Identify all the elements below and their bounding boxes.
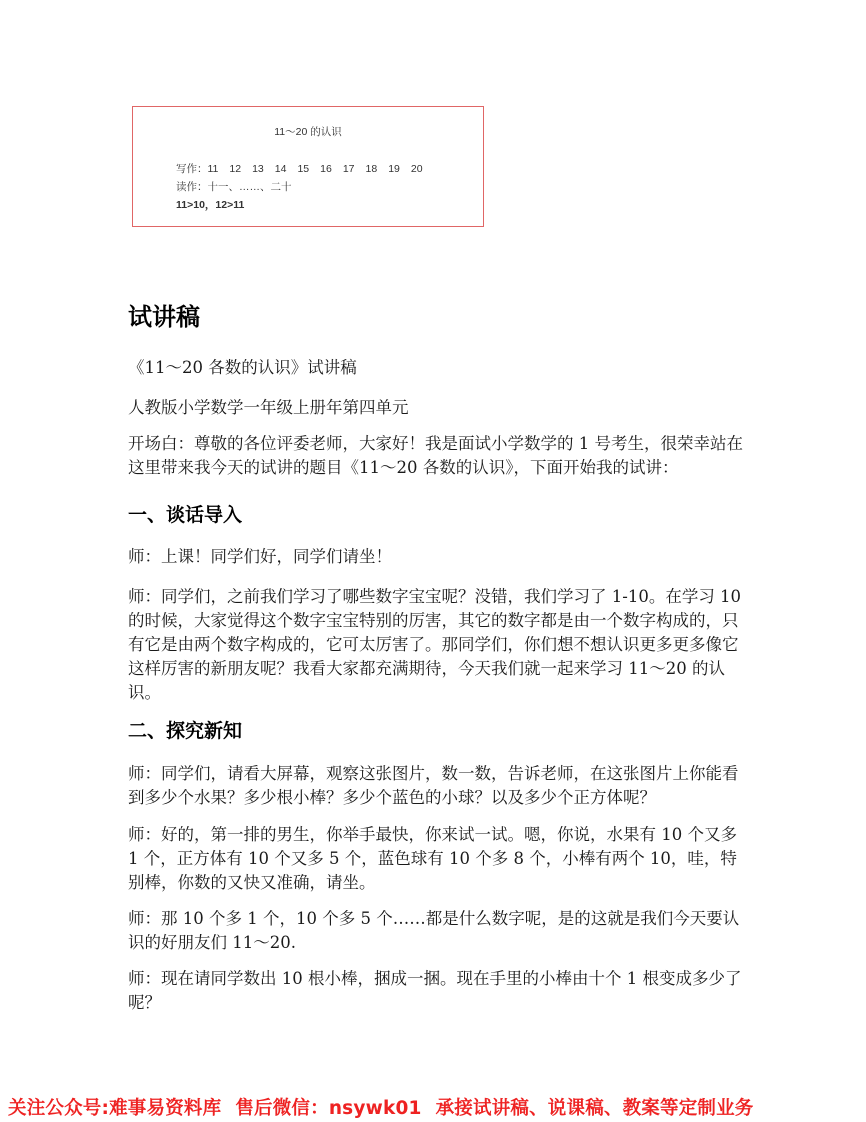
- board-read-line: 读作：十一、……、二十: [176, 181, 292, 193]
- footer-promo-banner: [8, 1094, 866, 1120]
- board-compare-line: 11>10，12>11: [176, 199, 245, 211]
- section-heading-intro: 一、谈话导入: [128, 504, 243, 526]
- footer-account: 关注公众号:难事易资料库: [8, 1098, 222, 1119]
- section-heading-explore: 二、探究新知: [128, 720, 243, 742]
- board-number: 18: [365, 163, 378, 175]
- paragraph: 师：同学们，之前我们学习了哪些数字宝宝呢？没错，我们学习了 1-10。在学习 10 的时候，大家觉得这个数字宝宝特别的厉害，其它的数字都是由一个数字构成的，只有它是由两个数字构成的，它可太厉害了。那同学们，你们想不想认识更多更多像它这样厉害的新朋友呢？我看大家都充满期待，今天我们就一起来学习 11～20 的认识。: [128, 587, 742, 702]
- board-number: 14: [274, 163, 287, 175]
- board-write-label: 写作：: [176, 163, 208, 175]
- paragraph: 师：那 10 个多 1 个，10 个多 5 个……都是什么数字呢，是的这就是我们今天要认识的好朋友们 11～20.: [128, 909, 740, 952]
- board-number: 16: [320, 163, 332, 175]
- board-number: 20: [410, 163, 423, 175]
- board-number: 11: [207, 163, 219, 175]
- paragraph: 师：上课！同学们好，同学们请坐！: [128, 547, 392, 566]
- footer-services: 承接试讲稿、说课稿、教案等定制业务: [435, 1098, 754, 1119]
- board-number: 13: [252, 163, 264, 175]
- document-edition: 人教版小学数学一年级上册年第四单元: [128, 398, 409, 417]
- footer-wechat: 售后微信：nsywk01: [235, 1098, 422, 1119]
- board-number: 19: [388, 163, 400, 175]
- board-write-line: [176, 161, 423, 176]
- blackboard-design-box: [132, 106, 484, 227]
- board-number: 12: [229, 163, 242, 175]
- document-subtitle: 《11～20 各数的认识》试讲稿: [128, 358, 357, 377]
- board-title: 11～20 的认识: [274, 126, 342, 138]
- paragraph: 师：同学们，请看大屏幕，观察这张图片，数一数，告诉老师，在这张图片上你能看到多少个水果？多少根小棒？多少个蓝色的小球？以及多少个正方体呢？: [128, 764, 739, 807]
- paragraph: 师：好的，第一排的男生，你举手最快，你来试一试。嗯，你说，水果有 10 个又多 1 个，正方体有 10 个又多 5 个，蓝色球有 10 个多 8 个，小棒有两个 10，哇，特别棒，你数的又快又准确，请坐。: [128, 825, 737, 892]
- paragraph: 师：现在请同学数出 10 根小棒，捆成一捆。现在手里的小棒由十个 1 根变成多少了呢？: [128, 969, 742, 1012]
- opening-paragraph: 开场白：尊敬的各位评委老师，大家好！我是面试小学数学的 1 号考生，很荣幸站在这里带来我今天的试讲的题目《11～20 各数的认识》，下面开始我的试讲：: [128, 434, 743, 477]
- board-number: 15: [297, 163, 310, 175]
- board-number: 17: [342, 163, 355, 175]
- document-title: 试讲稿: [128, 303, 200, 331]
